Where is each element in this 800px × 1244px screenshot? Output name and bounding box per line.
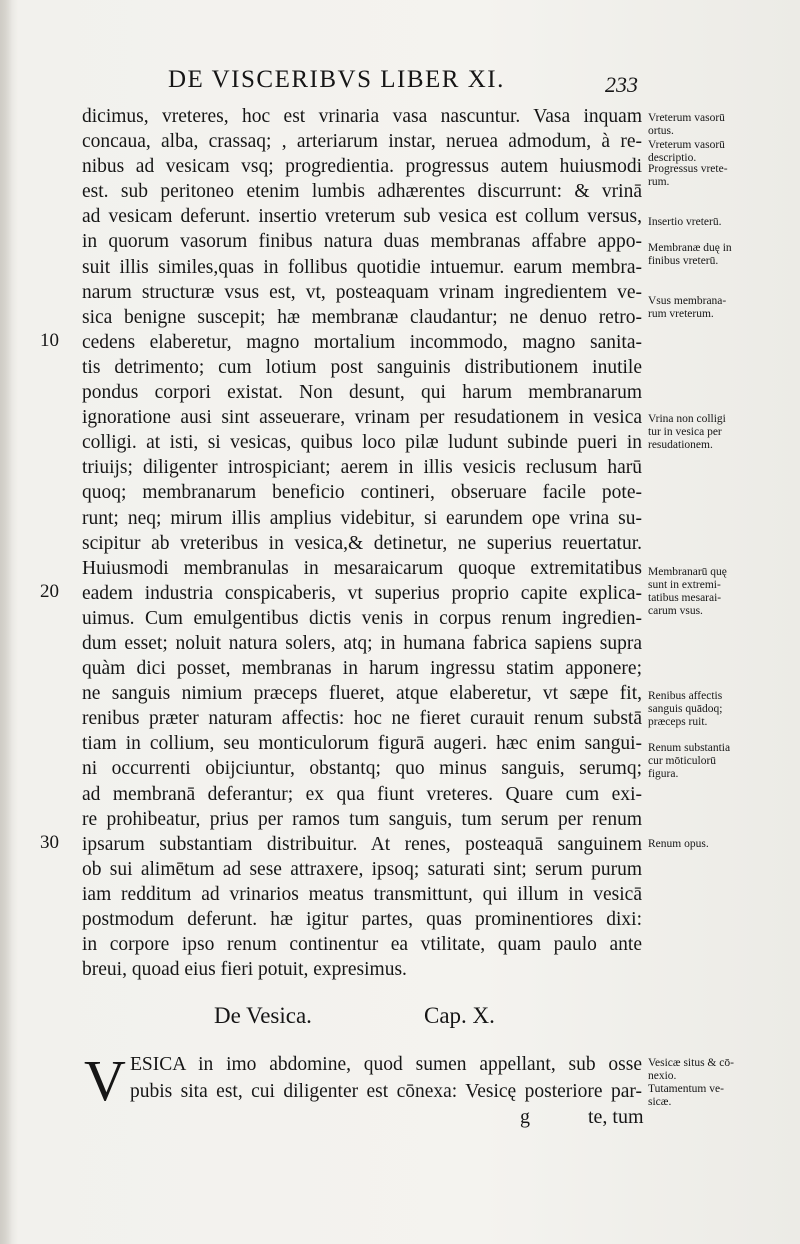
margin-note [648, 566, 798, 618]
margin-note-line: figura. [648, 768, 679, 780]
chapter-line-1: ESICA in imo abdomine, quod sumen appellant, sub osse [130, 1054, 642, 1075]
text-line: scipitur ab vreteribus in vesica,& detinetur, ne superius reuertatur. [82, 532, 642, 554]
text-line: Huiusmodi membranulas in mesaraicarum quoque extremitatibus [82, 557, 642, 579]
chapter-line-2: pubis sita est, cui diligenter est cōnexa: Vesicę posteriore par- [130, 1081, 642, 1102]
text-line: in corpore ipso renum continentur ea vtilitate, quam paulo ante [82, 934, 642, 956]
margin-note-line: descriptio. [648, 152, 697, 164]
text-line: eadem industria conspicaberis, vt superius proprio capite explica- [82, 582, 642, 604]
margin-note [648, 216, 798, 229]
margin-note-line: sanguis quādoq; [648, 703, 723, 715]
text-line: dicimus, vreteres, hoc est vrinaria vasa nascuntur. Vasa inquam [82, 106, 642, 127]
margin-note [648, 295, 798, 321]
margin-note-line: nexio. [648, 1070, 677, 1082]
margin-note-line: Renibus affectis [648, 690, 723, 702]
margin-note [648, 1083, 798, 1109]
text-line: postmodum deferunt. hæ igitur partes, quas prominentiores dixi: [82, 909, 642, 930]
signature-mark: g [520, 1106, 530, 1128]
margin-note [648, 690, 798, 729]
margin-note-line: cur mōticulorū [648, 755, 717, 767]
catchword: te, tum [588, 1106, 644, 1128]
margin-note-line: Membranæ duę in [648, 242, 732, 254]
margin-note [648, 413, 798, 452]
text-line: quàm dici posset, membranas in harum ingressu statim apponere; [82, 658, 642, 680]
text-line: concaua, alba, crassaq; , arteriarum instar, neruea admodum, à re- [82, 131, 642, 153]
margin-note [648, 242, 798, 268]
body-text [82, 104, 642, 982]
margin-note-line: Renum substantia [648, 742, 731, 754]
text-line: ad membranā deferantur; ex qua fiunt vreteres. Quare cum exi- [82, 783, 642, 805]
margin-note-line: præceps ruit. [648, 716, 708, 728]
text-line: quoq; membranarum beneficio contineri, obseruare facile pote- [82, 482, 642, 504]
text-line: renibus præter naturam affectis: hoc ne fieret curauit renum substā [82, 708, 642, 730]
text-line: dum esset; noluit natura solers, atq; in humana fabrica sapiens supra [82, 632, 642, 654]
text-line: suit illis similes,quas in follibus quotidie intuemur. earum membra- [82, 256, 642, 278]
chapter-number: Cap. X. [424, 1003, 495, 1028]
margin-note-line: Vsus membrana- [648, 295, 727, 307]
text-line: est. sub peritoneo etenim lumbis adhærentes discurrunt: & vrinā [82, 181, 642, 203]
margin-note [648, 742, 798, 781]
chapter-title: De Vesica. [214, 1003, 312, 1028]
drop-cap: V [84, 1048, 126, 1113]
margin-note [648, 139, 798, 165]
text-line: in quorum vasorum finibus natura duas membranas affabre appo- [82, 231, 642, 253]
line-number-20: 20 [40, 581, 59, 602]
page-number: 233 [605, 72, 638, 97]
margin-note-line: finibus vreterū. [648, 255, 719, 267]
text-line: ni occurrenti obijciuntur, obstantq; quo minus sanguis, serumq; [82, 758, 642, 780]
text-line: nibus ad vesicam vsq; progredientia. progressus autem huiusmodi [82, 156, 642, 178]
margin-note-line: carum vsus. [648, 605, 703, 617]
text-line: narum structuræ vsus est, vt, posteaquam vrinam ingredientem ve- [82, 281, 642, 303]
text-line: colligi. at isti, si vesicas, quibus loco pilæ ludunt subinde pueri in [82, 432, 642, 454]
text-line: tis detrimento; cum lotium post sanguinis distributionem inutile [82, 356, 642, 378]
text-line: ipsarum substantiam distribuitur. At renes, posteaquā sanguinem [82, 833, 642, 855]
margin-note-line: Insertio vreterū. [648, 216, 722, 228]
margin-note-line: resudationem. [648, 439, 713, 451]
text-line: tiam in collium, seu monticulorum figurā augeri. hæc enim sangui- [82, 733, 642, 755]
text-line: re prohibeatur, prius per ramos tum sanguis, tum serum per renum [82, 808, 642, 830]
margin-note-line: rum vreterum. [648, 308, 714, 320]
text-line: triuijs; diligenter introspiciant; aerem in illis vesicis reclusum harū [82, 457, 642, 479]
page-gutter-shadow [0, 0, 12, 1244]
margin-note-line: tatibus mesarai- [648, 592, 722, 604]
margin-note-line: Renum opus. [648, 838, 709, 850]
running-title: DE VISCERIBVS LIBER XI. [168, 66, 505, 93]
margin-note-line: tur in vesica per [648, 426, 722, 438]
margin-note-line: Vreterum vasorū [648, 112, 725, 124]
text-line: uimus. Cum emulgentibus dictis venis in corpus renum ingredien- [82, 607, 642, 629]
chapter-heading [82, 1003, 642, 1035]
text-line: ob sui alimētum ad sese attraxere, ipsoq; saturati sint; serum purum [82, 858, 642, 880]
line-number-30: 30 [40, 832, 59, 853]
text-line: sica benigne suscepit; hæ membranæ claudantur; ne denuo retro- [82, 306, 642, 328]
text-line: runt; neq; mirum illis amplius videbitur, si earundem ope vrina su- [82, 507, 642, 529]
margin-note-line: Vesicæ situs & cō- [648, 1057, 734, 1069]
margin-note-line: Vreterum vasorū [648, 139, 725, 151]
text-line: pondus corpori existat. Non desunt, qui harum membranarum [82, 382, 642, 404]
margin-note-line: Progressus vrete- [648, 163, 728, 175]
margin-note [648, 1057, 798, 1083]
margin-note [648, 112, 798, 138]
margin-note-line: Tutamentum ve- [648, 1083, 724, 1095]
line-number-10: 10 [40, 330, 59, 351]
margin-note [648, 163, 798, 189]
margin-note [648, 838, 798, 851]
text-line: ne sanguis nimium præceps flueret, atque elaberetur, vt sæpe fit, [82, 683, 642, 705]
margin-note-line: Membranarū quę [648, 566, 727, 578]
margin-note-line: Vrina non colligi [648, 413, 726, 425]
text-line: breui, quoad eius fieri potuit, expresimus. [82, 959, 407, 981]
margin-note-line: sunt in extremi- [648, 579, 721, 591]
margin-note-line: sicæ. [648, 1096, 672, 1108]
text-line: ad vesicam deferunt. insertio vreterum sub vesica est collum versus, [82, 206, 642, 228]
text-line: ignoratione ausi sint asseuerare, vrinam per resudationem in vesica [82, 407, 642, 429]
page-header [168, 66, 638, 100]
margin-note-line: ortus. [648, 125, 674, 137]
margin-note-line: rum. [648, 176, 670, 188]
text-line: cedens elaberetur, magno mortalium incommodo, magno sanita- [82, 331, 642, 353]
text-line: iam redditum ad vrinarios meatus transmittunt, qui illum in vesicā [82, 883, 642, 905]
